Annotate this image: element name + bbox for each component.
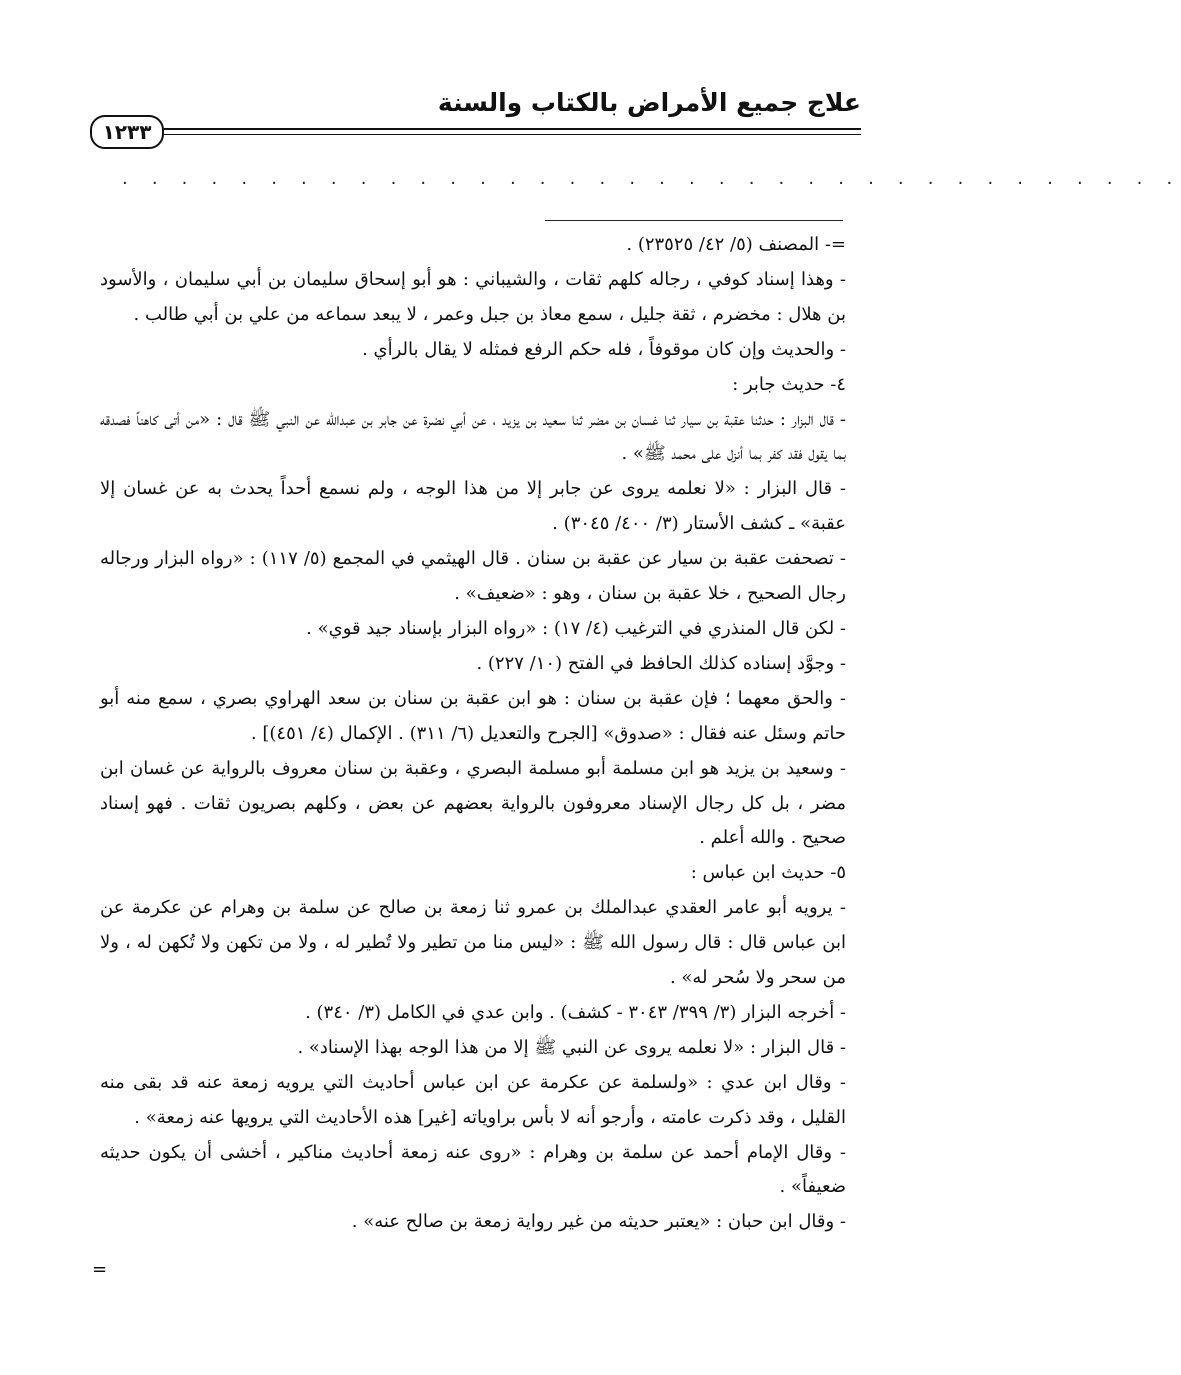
dotted-separator: . . . . . . . . . . . . . . . . . . . . . . . . . . . . . . . . . . . . (122, 168, 1181, 189)
continuation-mark: = (92, 1259, 108, 1280)
footnote-paragraph: =- المصنف (٥/ ٤٢/ ٢٣٥٢٥) . (626, 234, 846, 255)
page-number: ١٢٣٣ (90, 115, 164, 149)
footnote-paragraph: - والحديث وإن كان موقوفاً ، فله حكم الرفع فمثله لا يقال بالرأي . (362, 338, 846, 360)
footnote-paragraph: - وجوَّد إسناده كذلك الحافظ في الفتح (١٠/ ٢٢٧) . (476, 652, 846, 674)
footnote-paragraph: - وقال ابن حبان : «يعتبر حديثه من غير رواية زمعة بن صالح عنه» . (351, 1211, 846, 1233)
footnote-paragraph: - قال البزار : حدثنا عقبة بن سيار ثنا غسان بن مضر ثنا سعيد بن يزيد ، عن أبي نضرة عن جابر بن عبدالله عن النبي ﷺ قال : «من أتى كاهناً فصدقه بما يقول فقد كفر بما أنزل على محمد ﷺ» . (100, 408, 846, 465)
footnote-paragraph: - قال البزار : «لا نعلمه يروى عن النبي ﷺ إلا من هذا الوجه بهذا الإسناد» . (297, 1036, 846, 1058)
footnote-body (100, 228, 846, 1240)
page-title: علاج جميع الأمراض بالكتاب والسنة (437, 88, 861, 117)
footnote-paragraph: - تصحفت عقبة بن سيار عن عقبة بن سنان . قال الهيثمي في المجمع (٥/ ١١٧) : «رواه البزار ورجاله رجال الصحيح ، خلا عقبة بن سنان ، وهو : «ضعيف» . (100, 548, 846, 605)
footnote-paragraph: - وقال الإمام أحمد عن سلمة بن وهرام : «روى عنه زمعة أحاديث مناكير ، أخشى أن يكون حديثه ضعيفاً» . (100, 1141, 846, 1198)
footnote-rule (545, 220, 843, 221)
section-heading: ٤- حديث جابر : (732, 373, 846, 395)
footnote-paragraph: - أخرجه البزار (٣/ ٣٩٩/ ٣٠٤٣ - كشف) . وابن عدي في الكامل (٣/ ٣٤٠) . (305, 1001, 846, 1023)
footnote-paragraph: - لكن قال المنذري في الترغيب (٤/ ١٧) : «رواه البزار بإسناد جيد قوي» . (306, 617, 846, 639)
footnote-paragraph: - والحق معهما ؛ فإن عقبة بن سنان : هو ابن عقبة بن سنان بن سعد الهراوي بصري ، سمع منه أبو حاتم وسئل عنه فقال : «صدوق» [الجرح والتعديل (٦/ ٣١١) . الإكمال (٤/ ٤٥١)] . (100, 687, 846, 744)
section-heading: ٥- حديث ابن عباس : (690, 862, 846, 884)
footnote-paragraph: - وهذا إسناد كوفي ، رجاله كلهم ثقات ، والشيباني : هو أبو إسحاق سليمان بن أبي سليمان ، والأسود بن هلال : مخضرم ، ثقة جليل ، سمع معاذ بن جبل وعمر ، لا يبعد سماعه من علي بن أبي طالب . (100, 268, 846, 325)
header-rule-thin (150, 134, 861, 135)
footnote-paragraph: - قال البزار : «لا نعلمه يروى عن جابر إلا من هذا الوجه ، ولم نسمع أحداً يحدث به عن غسان إلا عقبة» ـ كشف الأستار (٣/ ٤٠٠/ ٣٠٤٥) . (100, 478, 846, 535)
footnote-paragraph: - وقال ابن عدي : «ولسلمة عن عكرمة عن ابن عباس أحاديث التي يرويه زمعة عنه قد بقى منه القليل ، وقد ذكرت عامته ، وأرجو أنه لا بأس براوياته [غير] هذه الأحاديث التي يرويها عنه زمعة» . (100, 1071, 846, 1128)
header-rule (150, 128, 861, 130)
footnote-paragraph: - وسعيد بن يزيد هو ابن مسلمة أبو مسلمة البصري ، وعقبة بن سنان معروف بالرواية عن غسان ابن مضر ، بل كل رجال الإسناد معروفون بالرواية بعضهم عن بعض ، وكلهم بصريون ثقات . فهو إسناد صحيح . والله أعلم . (100, 757, 846, 849)
footnote-paragraph: - يرويه أبو عامر العقدي عبدالملك بن عمرو ثنا زمعة بن صالح عن سلمة بن وهرام عن عكرمة عن ابن عباس قال : قال رسول الله ﷺ : «ليس منا من تطير ولا تُطير له ، ولا من تكهن ولا تُكهن له ، ولا من سحر ولا سُحر له» . (100, 897, 846, 989)
